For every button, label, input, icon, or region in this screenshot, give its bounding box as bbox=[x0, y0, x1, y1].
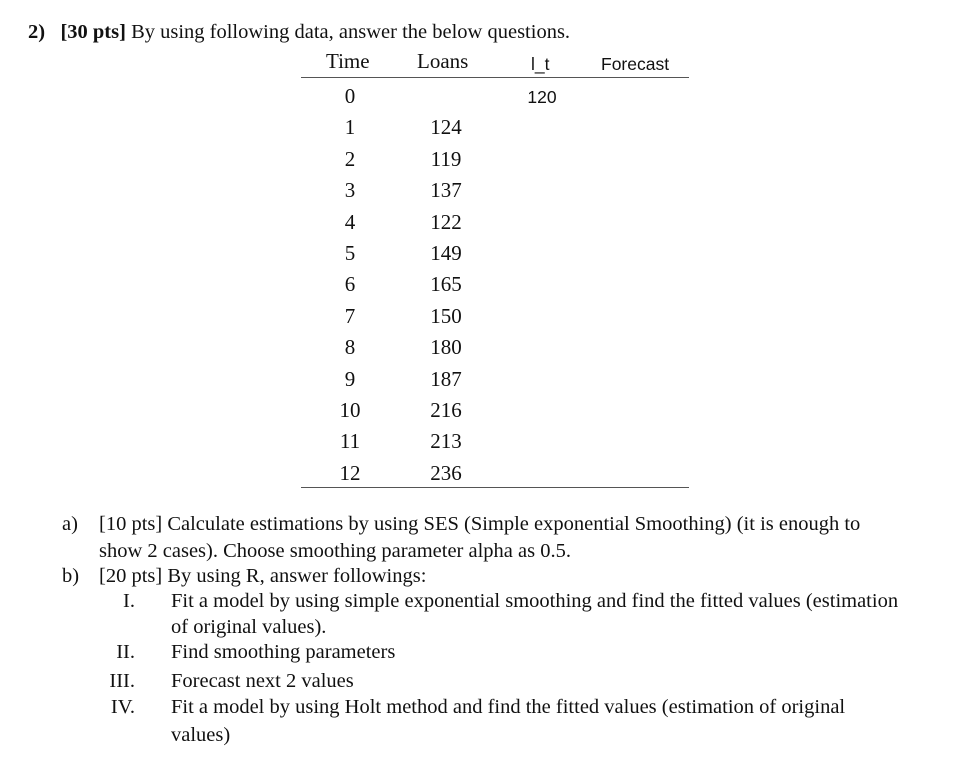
part-a-line1: [10 pts] Calculate estimations by using SES (Simple exponential Smoothing) (it is enough to bbox=[99, 513, 861, 535]
cell-time: 0 bbox=[344, 84, 356, 108]
cell-time: 3 bbox=[344, 178, 356, 203]
part-b-label: b) bbox=[62, 565, 80, 587]
item-4-num: IV. bbox=[110, 696, 135, 718]
cell-time: 2 bbox=[344, 146, 356, 171]
cell-time: 9 bbox=[344, 366, 356, 391]
header-time: Time bbox=[326, 49, 370, 73]
cell-time: 7 bbox=[344, 303, 356, 328]
cell-loans: 122 bbox=[430, 209, 462, 234]
item-4-line2: values) bbox=[171, 724, 231, 746]
part-a-line2: show 2 cases). Choose smoothing parameter alpha as 0.5. bbox=[99, 540, 571, 562]
item-1-num: I. bbox=[123, 590, 135, 612]
cell-time: 4 bbox=[344, 209, 356, 234]
cell-loans: 119 bbox=[430, 146, 462, 171]
header-lt: l_t bbox=[531, 54, 550, 74]
cell-time: 5 bbox=[344, 241, 356, 265]
item-3-line1: Forecast next 2 values bbox=[171, 670, 354, 692]
cell-loans: 216 bbox=[430, 398, 462, 422]
header-loans: Loans bbox=[417, 49, 469, 73]
cell-loans: 150 bbox=[430, 303, 462, 328]
cell-time: 8 bbox=[344, 335, 356, 360]
question-number: 2) bbox=[28, 21, 46, 43]
cell-lt: 120 bbox=[527, 87, 557, 107]
question-header bbox=[28, 21, 570, 44]
header-forecast: Forecast bbox=[601, 54, 670, 74]
item-2-num: II. bbox=[116, 641, 135, 663]
cell-time: 1 bbox=[344, 115, 356, 140]
cell-loans: 165 bbox=[430, 272, 462, 297]
cell-loans: 180 bbox=[430, 335, 462, 360]
table-top-rule bbox=[301, 77, 689, 78]
part-b-line1: [20 pts] By using R, answer followings: bbox=[99, 565, 427, 587]
item-4-line1: Fit a model by using Holt method and find the fitted values (estimation of original bbox=[171, 696, 846, 718]
item-1-line1: Fit a model by using simple exponential smoothing and find the fitted values (estimation bbox=[171, 590, 899, 612]
question-points: [30 pts] bbox=[60, 21, 126, 43]
cell-loans: 124 bbox=[430, 115, 462, 140]
cell-loans: 213 bbox=[430, 429, 462, 454]
part-a-label: a) bbox=[62, 513, 78, 535]
cell-time: 12 bbox=[339, 460, 361, 485]
item-3-num: III. bbox=[109, 670, 135, 692]
cell-loans: 236 bbox=[430, 460, 462, 485]
item-1-line2: of original values). bbox=[171, 616, 327, 638]
question-prompt: By using following data, answer the below questions. bbox=[131, 21, 571, 43]
item-2-line1: Find smoothing parameters bbox=[171, 641, 396, 663]
table-bottom-rule bbox=[301, 487, 689, 488]
cell-loans: 149 bbox=[430, 241, 462, 265]
cell-loans: 137 bbox=[430, 178, 462, 203]
cell-time: 11 bbox=[339, 429, 361, 454]
cell-time: 6 bbox=[344, 272, 356, 297]
cell-time: 10 bbox=[339, 398, 361, 422]
cell-loans: 187 bbox=[430, 366, 462, 391]
